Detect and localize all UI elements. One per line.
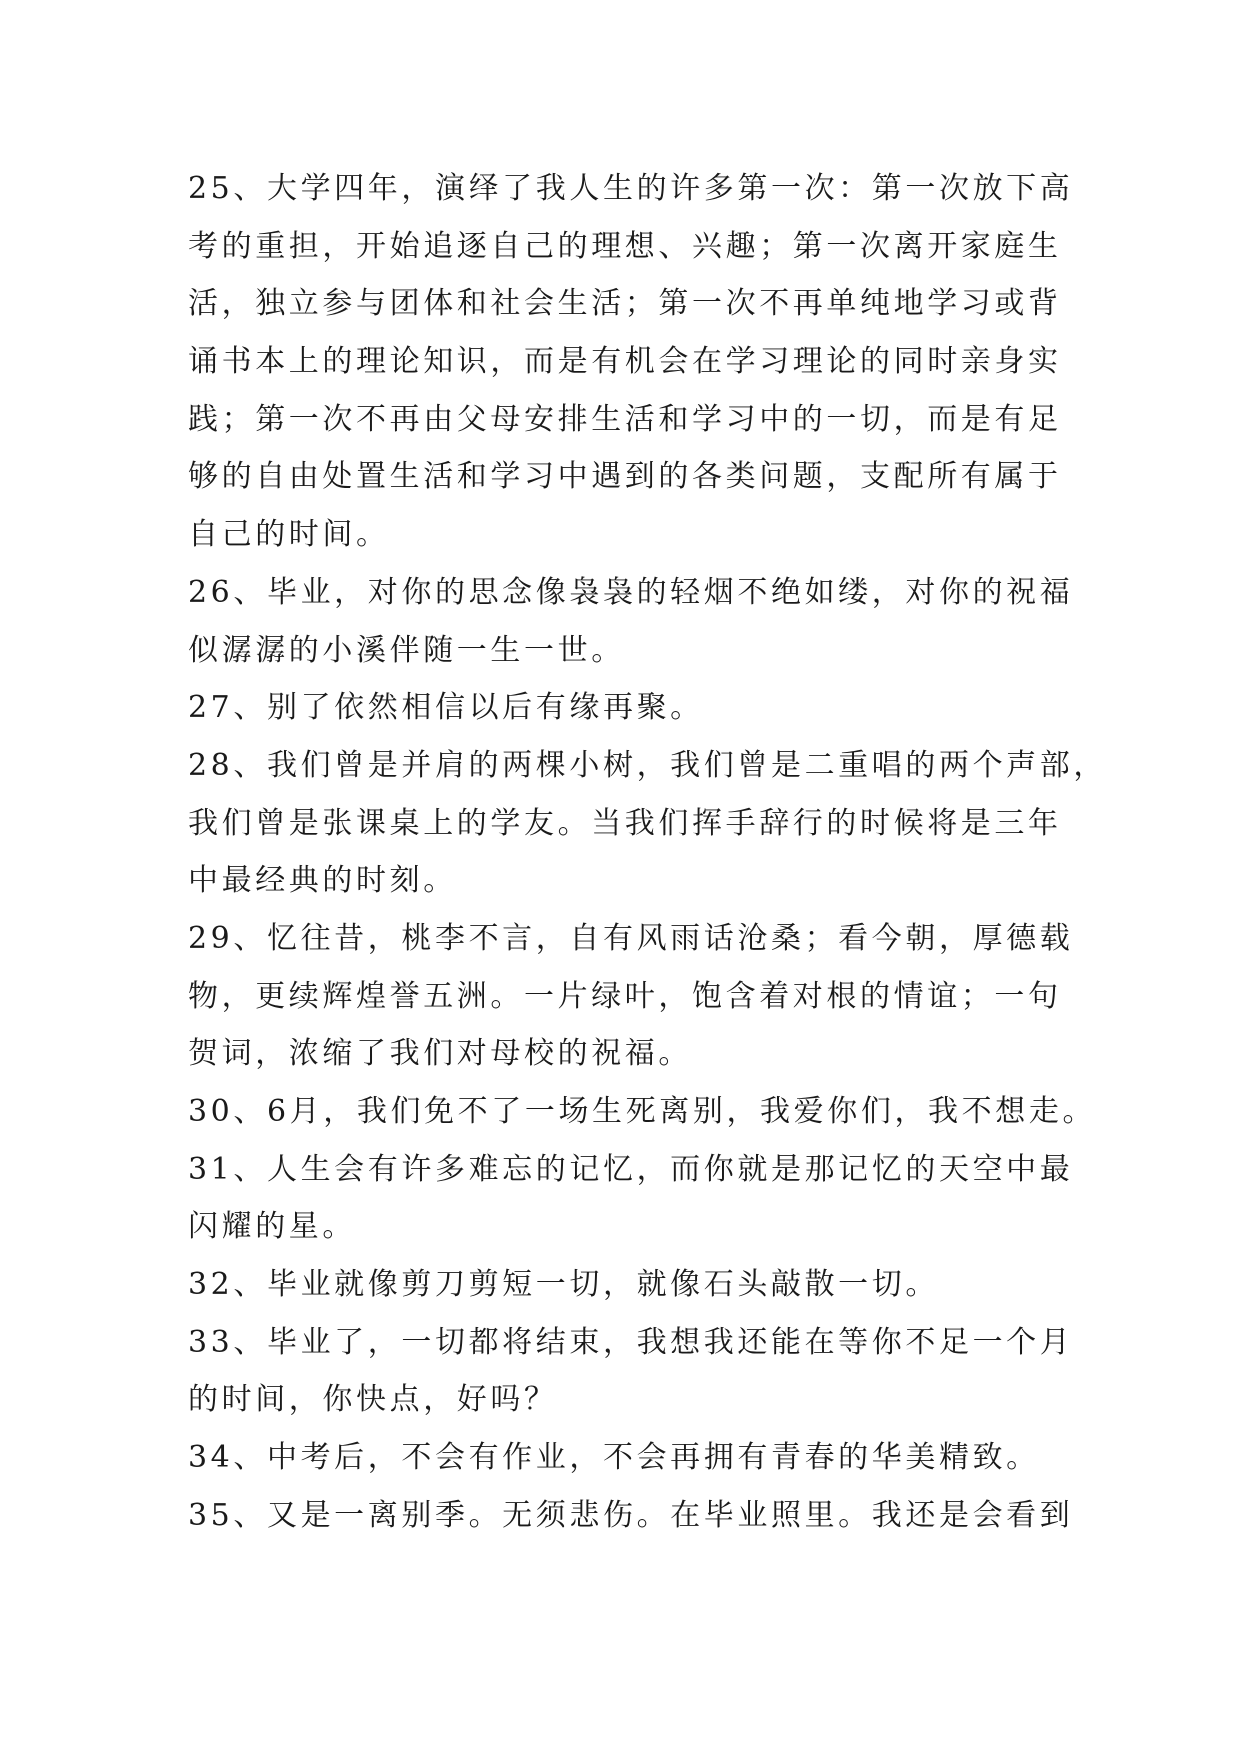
- text-line: 活，独立参与团体和社会生活；第一次不再单纯地学习或背: [188, 286, 1062, 322]
- text-line: 践；第一次不再由父母安排生活和学习中的一切，而是有足: [188, 401, 1062, 437]
- list-item-34: [188, 1429, 1088, 1487]
- text-line: 够的自由处置生活和学习中遇到的各类问题，支配所有属于: [188, 459, 1062, 495]
- list-item-32: [188, 1256, 1088, 1314]
- text-line: 30、6月，我们免不了一场生死离别，我爱你们，我不想走。: [188, 1094, 1097, 1129]
- document-body: [188, 160, 1107, 1545]
- text-line: 的时间，你快点，好吗？: [188, 1382, 558, 1418]
- text-line: 我们曾是张课桌上的学友。当我们挥手辞行的时候将是三年: [188, 805, 1062, 841]
- list-item-29: [188, 910, 1088, 1083]
- list-item-31: [188, 1141, 1088, 1256]
- list-item-28: [188, 737, 1107, 910]
- text-line: 25、大学四年，演绎了我人生的许多第一次：第一次放下高: [188, 171, 1074, 206]
- text-line: 27、别了依然相信以后有缘再聚。: [188, 690, 704, 726]
- text-line: 31、人生会有许多难忘的记忆，而你就是那记忆的天空中最: [188, 1151, 1074, 1187]
- text-line: 28、我们曾是并肩的两棵小树，我们曾是二重唱的两个声部，: [188, 747, 1107, 783]
- text-line: 贺词，浓缩了我们对母校的祝福。: [188, 1036, 692, 1072]
- text-line: 26、毕业，对你的思念像袅袅的轻烟不绝如缕，对你的祝福: [188, 574, 1074, 610]
- text-line: 物，更续辉煌誉五洲。一片绿叶，饱含着对根的情谊；一句: [188, 978, 1062, 1014]
- list-item-27: [188, 679, 1088, 737]
- text-line: 32、毕业就像剪刀剪短一切，就像石头敲散一切。: [188, 1267, 939, 1303]
- text-line: 诵书本上的理论知识，而是有机会在学习理论的同时亲身实: [188, 344, 1062, 380]
- text-line: 中最经典的时刻。: [188, 863, 457, 899]
- text-line: 34、中考后，不会有作业，不会再拥有青春的华美精致。: [188, 1440, 1040, 1476]
- text-line: 29、忆往昔，桃李不言，自有风雨话沧桑；看今朝，厚德载: [188, 920, 1074, 956]
- list-item-30: [188, 1083, 1097, 1141]
- text-line: 闪耀的星。: [188, 1209, 356, 1245]
- list-item-26: [188, 564, 1088, 679]
- text-line: 35、又是一离别季。无须悲伤。在毕业照里。我还是会看到: [188, 1497, 1074, 1533]
- text-line: 33、毕业了，一切都将结束，我想我还能在等你不足一个月: [188, 1324, 1074, 1360]
- list-item-35: [188, 1487, 1088, 1545]
- text-line: 自己的时间。: [188, 517, 390, 553]
- text-line: 考的重担，开始追逐自己的理想、兴趣；第一次离开家庭生: [188, 228, 1062, 264]
- list-item-33: [188, 1314, 1088, 1429]
- list-item-25: [188, 160, 1088, 564]
- text-line: 似潺潺的小溪伴随一生一世。: [188, 632, 625, 668]
